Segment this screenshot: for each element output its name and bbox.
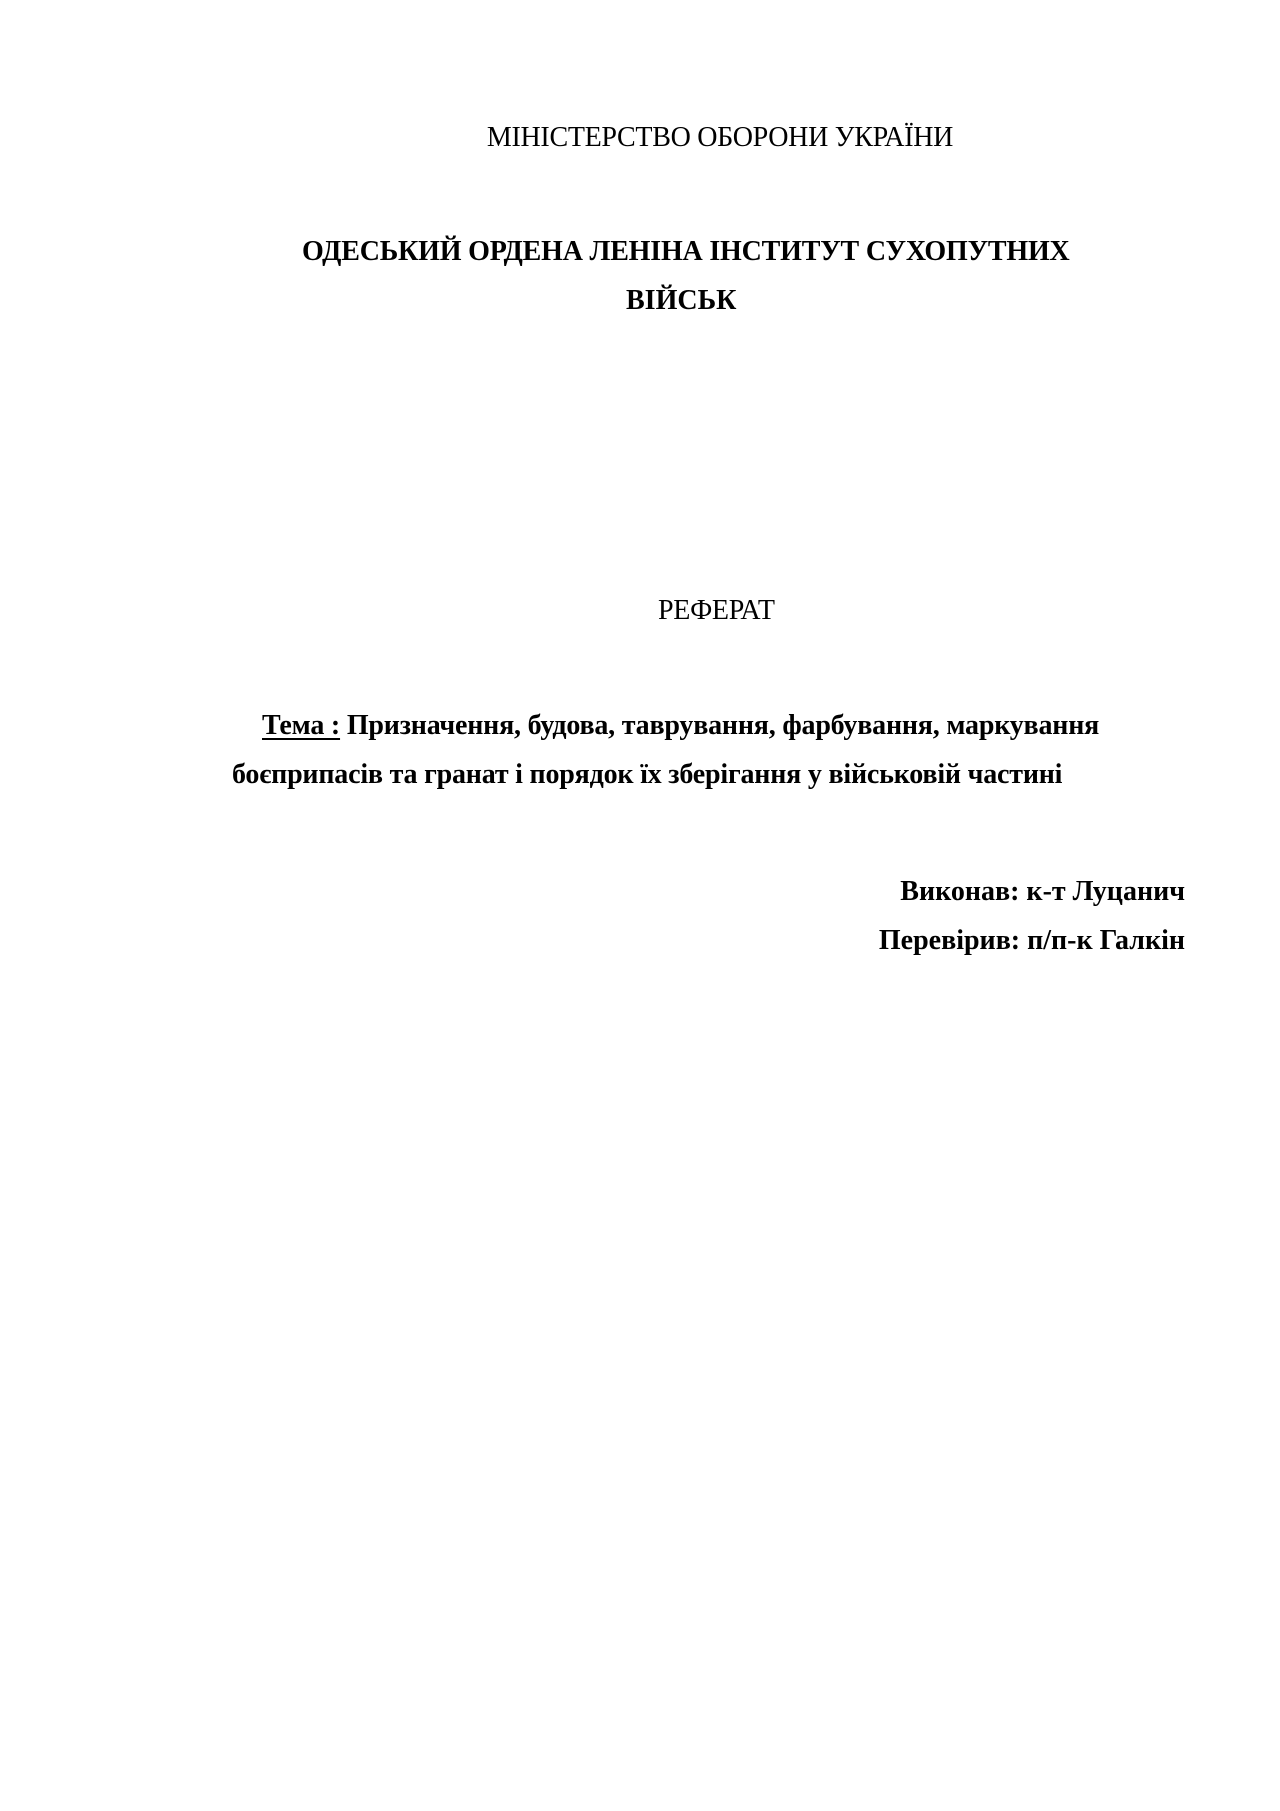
institute-title-line-2: ВІЙСЬК — [626, 285, 737, 316]
topic-text-1: Призначення, будова, таврування, фарбування, маркування — [340, 710, 1100, 741]
checker-line: Перевірив: п/п-к Галкін — [878, 925, 1185, 956]
document-type: РЕФЕРАТ — [658, 595, 775, 626]
topic-line-2: боєприпасів та гранат і порядок їх зберігання у військовій частині — [232, 759, 1063, 790]
performer-line: Виконав: к-т Луцанич — [900, 876, 1185, 907]
ministry-heading: МІНІСТЕРСТВО ОБОРОНИ УКРАЇНИ — [486, 122, 954, 153]
topic-line-1 — [262, 712, 1099, 740]
topic-label: Тема : — [262, 710, 341, 741]
institute-title-line-1: ОДЕСЬКИЙ ОРДЕНА ЛЕНІНА ІНСТИТУТ СУХОПУТНИХ — [302, 236, 1070, 267]
